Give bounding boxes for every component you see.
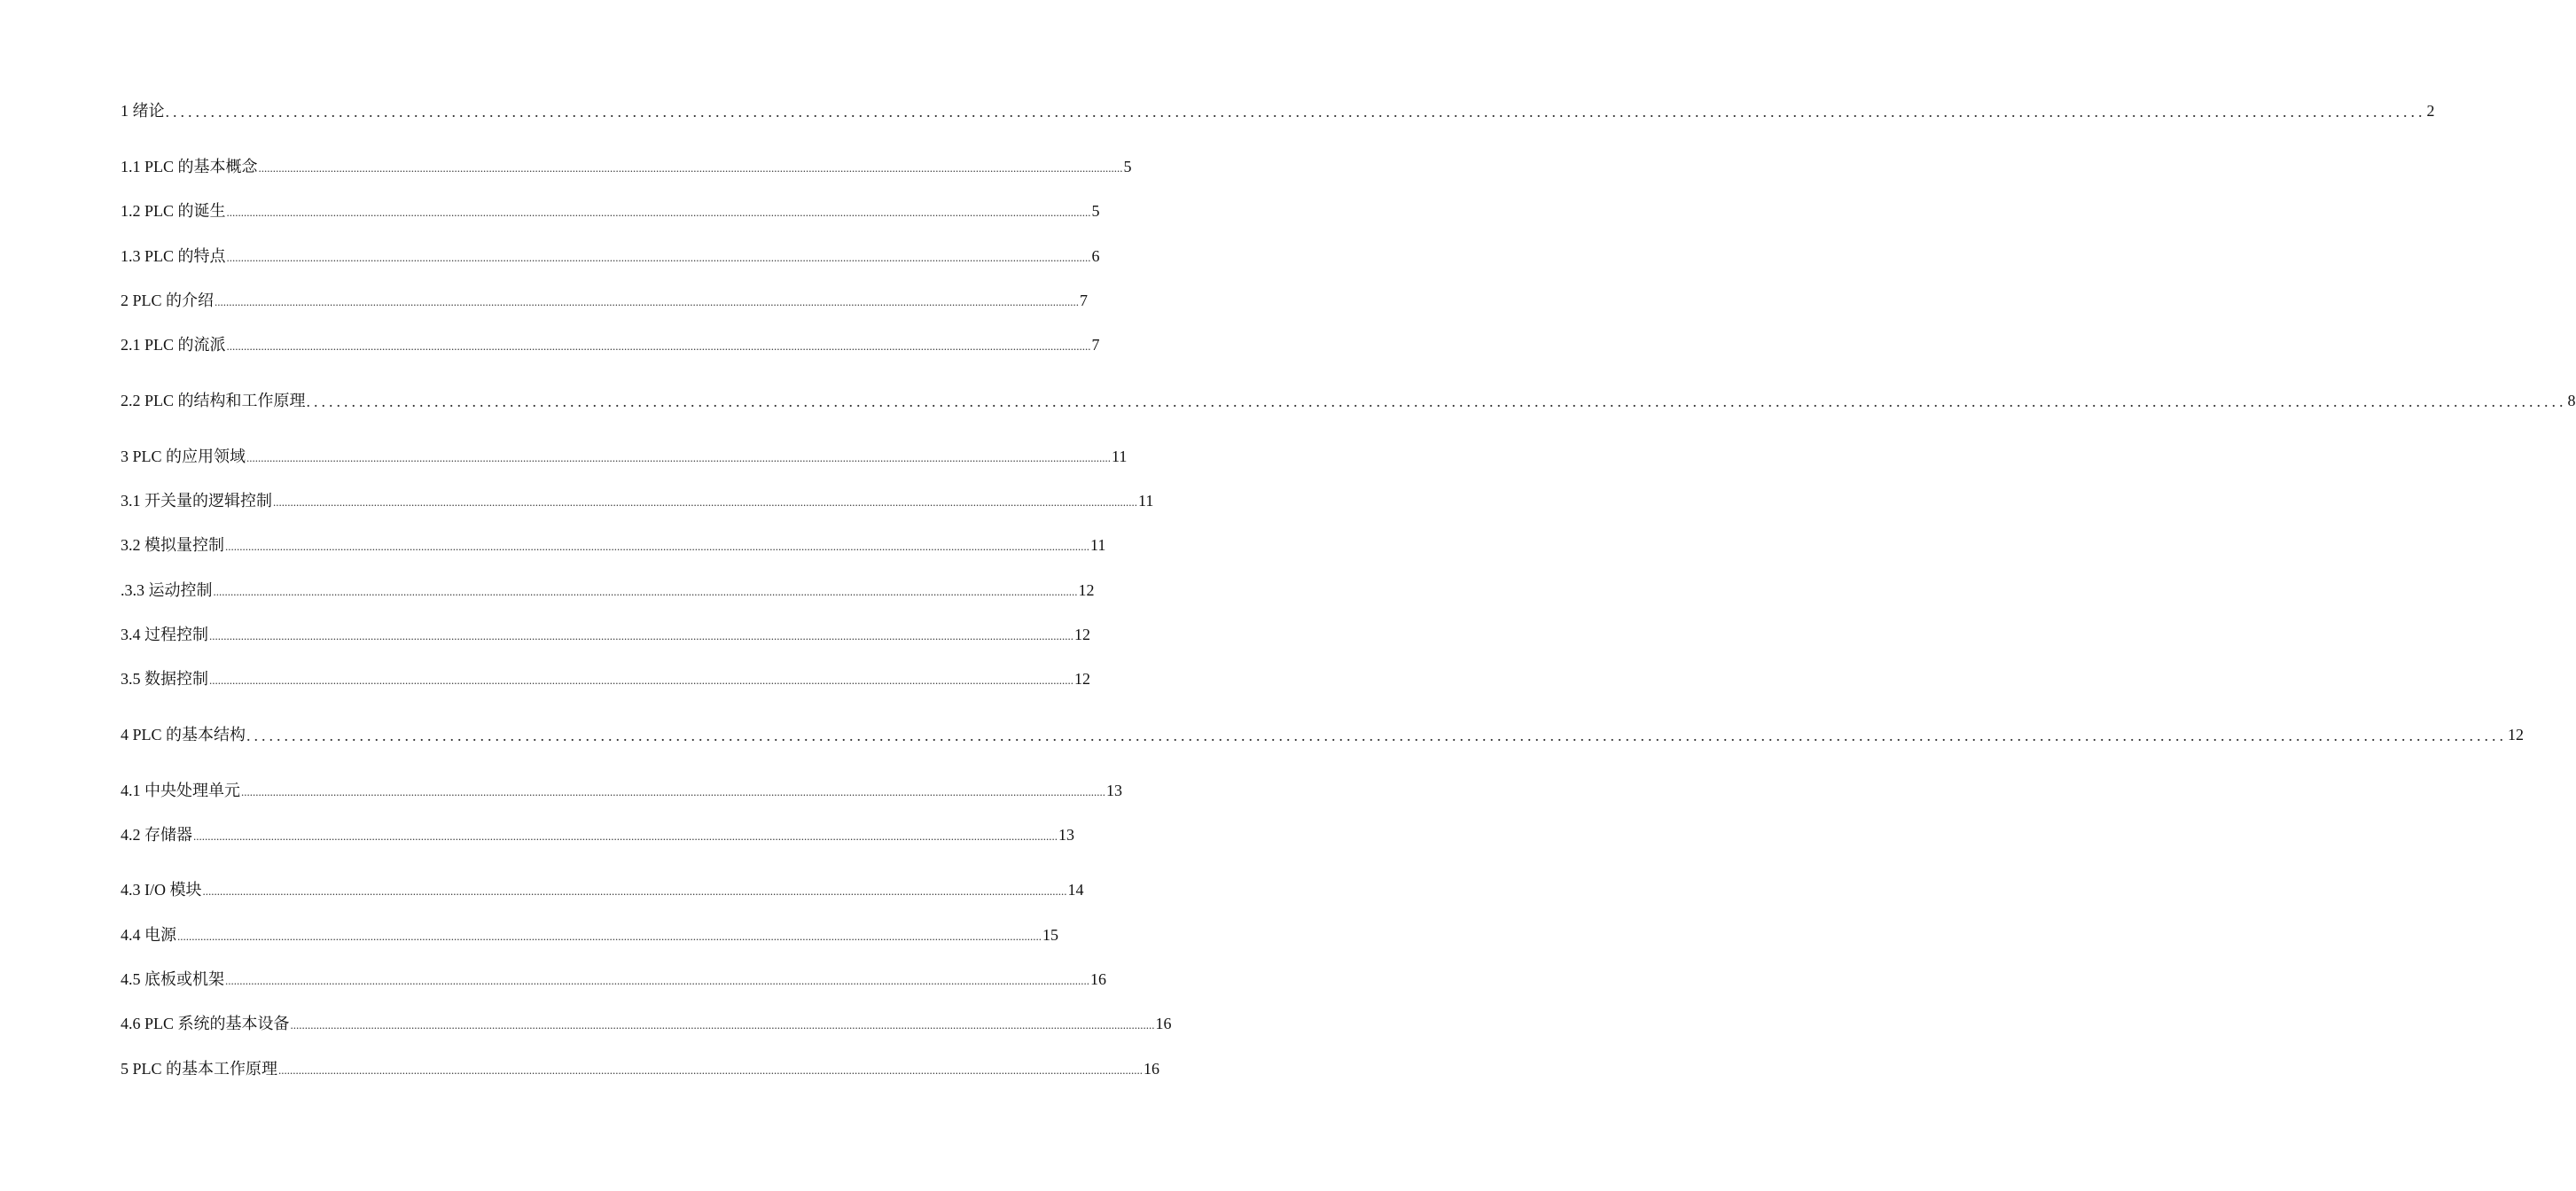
dot-leader: ............................................................................................................................................................................................................................................................................................................ (226, 251, 1091, 264)
toc-entry-page: 12 (2508, 726, 2525, 743)
dot-leader: ............................................................................................................................................................................................................................................................................................................ (177, 930, 1042, 943)
toc-entry-page: 2 (2426, 102, 2435, 120)
dot-leader: ............................................................................................................................................................................................................................................................................................................ (193, 829, 1058, 843)
toc-entry-label: 3.1 开关量的逻辑控制 (121, 492, 272, 510)
toc-entry[interactable] (121, 100, 2435, 121)
toc-entry[interactable] (121, 156, 1132, 177)
toc-entry-label: 1 绪论 (121, 102, 165, 120)
toc-entry[interactable] (121, 668, 1090, 689)
toc-entry-page: 7 (1091, 336, 1100, 354)
toc-entry[interactable] (121, 780, 1122, 801)
toc-entry-page: 14 (1067, 881, 1084, 899)
toc-entry[interactable] (121, 824, 1074, 845)
toc-entry-label: 2.2 PLC 的结构和工作原理 (121, 392, 306, 409)
toc-entry-label: 3.2 模拟量控制 (121, 536, 224, 554)
dot-leader: ............................................................................................................................................................................................................................................................................................................ (209, 629, 1073, 642)
toc-entry-page: 11 (1112, 448, 1128, 465)
toc-entry-page: 11 (1090, 536, 1106, 554)
toc-entry-label: 4.1 中央处理单元 (121, 782, 240, 799)
dot-leader: ............................................................................................................................................................................................................................................................................................................ (241, 785, 1105, 798)
toc-entry-label: 4.5 底板或机架 (121, 970, 224, 988)
dot-leader: ............................................................................................................................................................................................................................................................................................................ (246, 727, 2508, 744)
toc-entry-page: 6 (1091, 247, 1100, 265)
toc-entry-page: 7 (1080, 292, 1089, 309)
dot-leader: ............................................................................................................................................................................................................................................................................................................ (225, 540, 1089, 553)
dot-leader: ............................................................................................................................................................................................................................................................................................................ (215, 295, 1080, 308)
toc-entry-page: 16 (1144, 1060, 1160, 1078)
toc-entry-page: 12 (1074, 670, 1090, 688)
toc-entry-page: 8 (2567, 392, 2576, 409)
toc-entry-label: 2.1 PLC 的流派 (121, 336, 226, 354)
toc-entry-label: 3.4 过程控制 (121, 626, 208, 643)
toc-entry[interactable] (121, 969, 1106, 990)
toc-entry[interactable] (121, 624, 1090, 645)
toc-entry-page: 12 (1074, 626, 1090, 643)
toc-entry-label: 5 PLC 的基本工作原理 (121, 1060, 278, 1078)
toc-entry-label: 4.6 PLC 系统的基本设备 (121, 1015, 290, 1032)
dot-leader: ............................................................................................................................................................................................................................................................................................................ (290, 1018, 1155, 1031)
toc-entry-label: 3.5 数据控制 (121, 670, 208, 688)
toc-entry-label: 3 PLC 的应用领域 (121, 448, 246, 465)
dot-leader: ............................................................................................................................................................................................................................................................................................................ (209, 673, 1073, 687)
toc-entry[interactable] (121, 1058, 1160, 1079)
dot-leader: ............................................................................................................................................................................................................................................................................................................ (213, 585, 1078, 598)
toc-entry-page: 15 (1042, 926, 1058, 944)
dot-leader: ............................................................................................................................................................................................................................................................................................................ (226, 339, 1091, 353)
toc-entry[interactable] (121, 446, 1128, 467)
toc-entry[interactable] (121, 924, 1058, 946)
dot-leader: ............................................................................................................................................................................................................................................................................................................ (278, 1063, 1144, 1077)
toc-entry-label: 4.4 电源 (121, 926, 176, 944)
toc-entry-page: 16 (1155, 1015, 1172, 1032)
dot-leader: ............................................................................................................................................................................................................................................................................................................ (273, 495, 1137, 509)
toc-entry[interactable] (121, 390, 2576, 411)
dot-leader: ............................................................................................................................................................................................................................................................................................................ (225, 974, 1089, 987)
toc-entry[interactable] (121, 245, 1100, 267)
toc-entry-label: 1.1 PLC 的基本概念 (121, 158, 258, 175)
toc-entry-label: 4.3 I/O 模块 (121, 881, 202, 899)
toc-entry-page: 12 (1078, 581, 1095, 599)
toc-entry[interactable] (121, 534, 1106, 556)
toc-entry-page: 11 (1138, 492, 1154, 510)
toc-entry[interactable] (121, 580, 1095, 601)
toc-entry-page: 13 (1058, 826, 1074, 844)
toc-entry-page: 5 (1123, 158, 1132, 175)
toc-entry[interactable] (121, 1013, 1172, 1034)
dot-leader: ............................................................................................................................................................................................................................................................................................................ (202, 884, 1067, 898)
toc-entry-label: 4.2 存储器 (121, 826, 192, 844)
dot-leader: ............................................................................................................................................................................................................................................................................................................ (226, 206, 1091, 219)
dot-leader: ............................................................................................................................................................................................................................................................................................................ (258, 161, 1123, 175)
toc-entry[interactable] (121, 879, 1084, 900)
toc-entry-label: 1.2 PLC 的诞生 (121, 202, 226, 220)
dot-leader: ............................................................................................................................................................................................................................................................................................................ (165, 103, 2426, 121)
toc-entry-label: 2 PLC 的介绍 (121, 292, 215, 309)
toc-entry-page: 5 (1091, 202, 1100, 220)
toc-entry[interactable] (121, 334, 1100, 355)
toc-entry-label: 1.3 PLC 的特点 (121, 247, 226, 265)
toc-entry-page: 16 (1090, 970, 1106, 988)
dot-leader: ............................................................................................................................................................................................................................................................................................................ (246, 451, 1112, 464)
toc-entry[interactable] (121, 724, 2525, 745)
toc-entry-label: 4 PLC 的基本结构 (121, 726, 246, 743)
toc-entry[interactable] (121, 200, 1100, 222)
toc-entry-page: 13 (1106, 782, 1122, 799)
toc-entry[interactable] (121, 490, 1154, 511)
toc-entry-label: .3.3 运动控制 (121, 581, 213, 599)
toc-entry[interactable] (121, 290, 1089, 311)
dot-leader: ............................................................................................................................................................................................................................................................................................................ (306, 393, 2567, 410)
